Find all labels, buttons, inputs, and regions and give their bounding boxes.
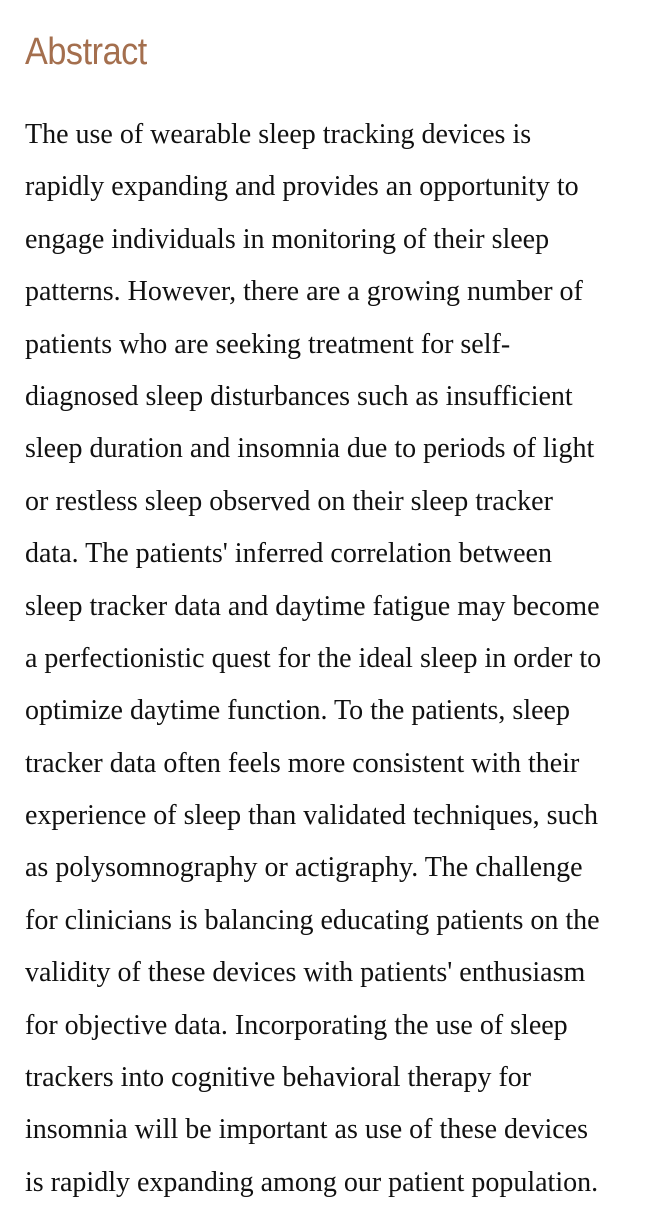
abstract-line: sleep duration and insomnia due to periods of light xyxy=(25,433,595,465)
abstract-line: or restless sleep observed on their sleep tracker xyxy=(25,485,553,517)
abstract-line: as polysomnography or actigraphy. The challenge xyxy=(25,852,583,884)
abstract-line: a perfectionistic quest for the ideal sleep in order to xyxy=(25,642,602,674)
abstract-line: tracker data often feels more consistent with their xyxy=(25,747,580,779)
abstract-line: for objective data. Incorporating the use of sleep xyxy=(25,1009,568,1041)
abstract-line: sleep tracker data and daytime fatigue may become xyxy=(25,590,600,622)
abstract-line: The use of wearable sleep tracking devices is xyxy=(25,119,532,150)
abstract-line: for clinicians is balancing educating patients on the xyxy=(25,904,600,936)
abstract-line: diagnosed sleep disturbances such as insufficient xyxy=(25,380,573,412)
abstract-line: trackers into cognitive behavioral therapy for xyxy=(25,1062,532,1094)
abstract-line: patients who are seeking treatment for self- xyxy=(25,328,511,360)
abstract-line: experience of sleep than validated techniques, such xyxy=(25,800,598,832)
abstract-heading: Abstract xyxy=(25,31,147,73)
abstract-line: insomnia will be important as use of these devices xyxy=(25,1114,588,1146)
abstract-line: engage individuals in monitoring of their sleep xyxy=(25,223,550,255)
abstract-line: is rapidly expanding among our patient population. xyxy=(25,1166,599,1198)
abstract-line: data. The patients' inferred correlation between xyxy=(25,538,552,570)
abstract-line: optimize daytime function. To the patients, sleep xyxy=(25,695,570,727)
abstract-line: rapidly expanding and provides an opportunity to xyxy=(25,171,579,203)
abstract-line: validity of these devices with patients' enthusiasm xyxy=(25,957,586,989)
abstract-body xyxy=(25,109,650,1209)
abstract-line: patterns. However, there are a growing number of xyxy=(25,276,583,308)
